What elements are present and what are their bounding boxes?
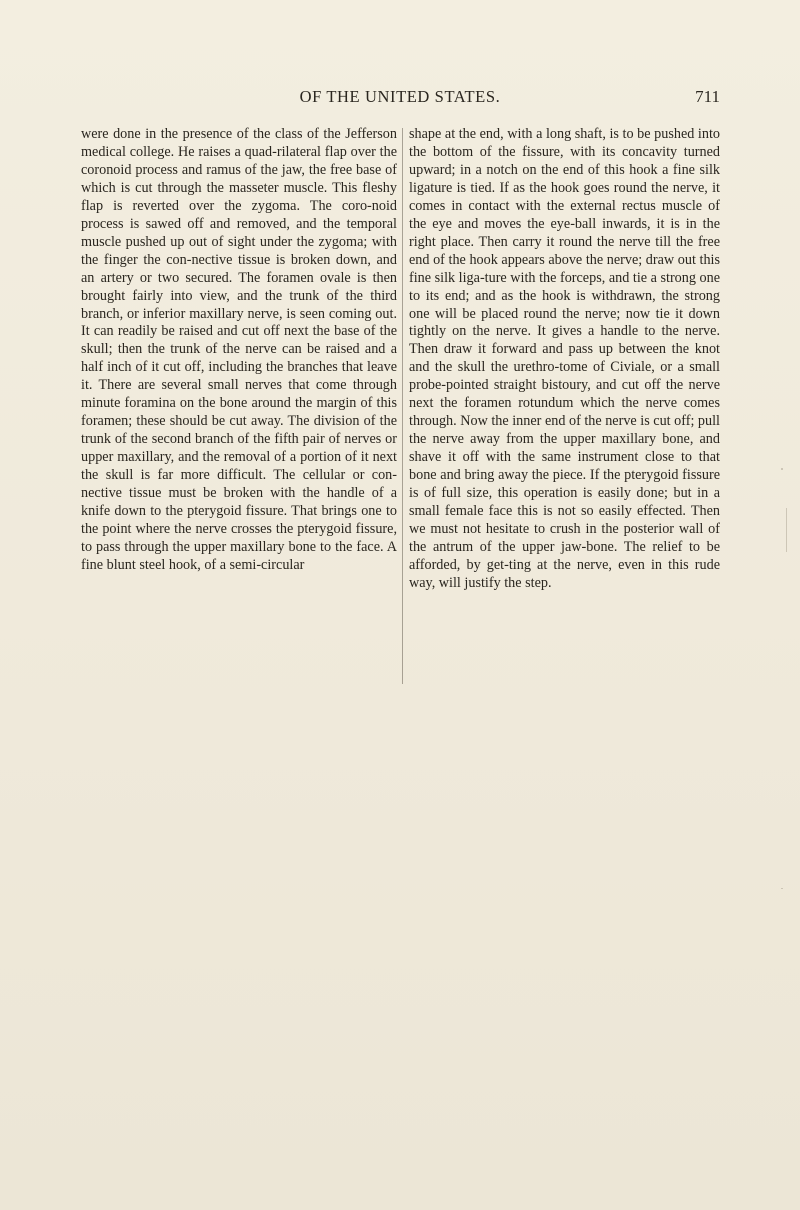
left-column: [81, 126, 397, 575]
page-header: [80, 87, 720, 111]
paper-speck: [781, 468, 783, 470]
right-column-text: shape at the end, with a long shaft, is to be pushed into the bottom of the fissure, with its concavity turned upward; in a notch on the end of this hook a fine silk ligature is tied. If as the hook goes round the nerve, it comes in contact with the external rectus muscle of the eye and moves the eye-ball inwards, it is in the right place. Then carry it round the nerve till the free end of the hook appears above the nerve; draw out this fine silk liga-ture with the forceps, and tie a strong one to its end; and as the hook is withdrawn, the strong one will be placed round the nerve; now tie it down tightly on the nerve. It gives a handle to the nerve. Then draw it forward and pass up between the knot and the skull the urethro-tome of Civiale, or a small probe-pointed straight bistoury, and cut off the nerve next the foramen rotundum which the nerve comes through. Now the inner end of the nerve is cut off; pull the nerve away from the upper maxillary bone, and shave it off with the same instrument close to that bone and bring away the piece. If the pterygoid fissure is of full size, this operation is easily done; but in a small female face this is not so easily effected. Then we must not hesitate to crush in the posterior wall of the antrum of the upper jaw-bone. The relief to be afforded, by get-ting at the nerve, even in this rude way, will justify the step.: [409, 126, 721, 591]
paper-speck: [786, 508, 787, 552]
paper-speck: [781, 888, 783, 889]
page-number: 711: [695, 87, 720, 106]
running-title: OF THE UNITED STATES.: [299, 87, 501, 106]
column-divider: [402, 128, 403, 684]
right-column: [409, 126, 720, 593]
left-column-text: were done in the presence of the class of the Jefferson medical college. He raises a quad-rilateral flap over the coronoid process and ramus of the jaw, the free base of which is cut through the masseter muscle. This fleshy flap is reverted over the zygoma. The coro-noid process is sawed off and removed, and the temporal muscle pushed up out of sight under the zygoma; with the finger the con-nective tissue is broken down, and an artery or two secured. The foramen ovale is then brought fairly into view, and the trunk of the third branch, or inferior maxillary nerve, is seen coming out. It can readily be raised and cut off next the base of the skull; then the trunk of the nerve can be raised and a half inch of it cut off, including the branches that leave it. There are several small nerves that come through minute foramina on the bone around the margin of this foramen; these should be cut away. The division of the trunk of the second branch of the fifth pair of nerves or upper maxillary, and the removal of a portion of it next the skull is far more difficult. The cellular or con-nective tissue must be broken with the handle of a knife down to the pterygoid fissure. That brings one to the point where the nerve crosses the pterygoid fissure, to pass through the upper maxillary bone to the face. A fine blunt steel hook, of a semi-circular: [81, 126, 397, 573]
